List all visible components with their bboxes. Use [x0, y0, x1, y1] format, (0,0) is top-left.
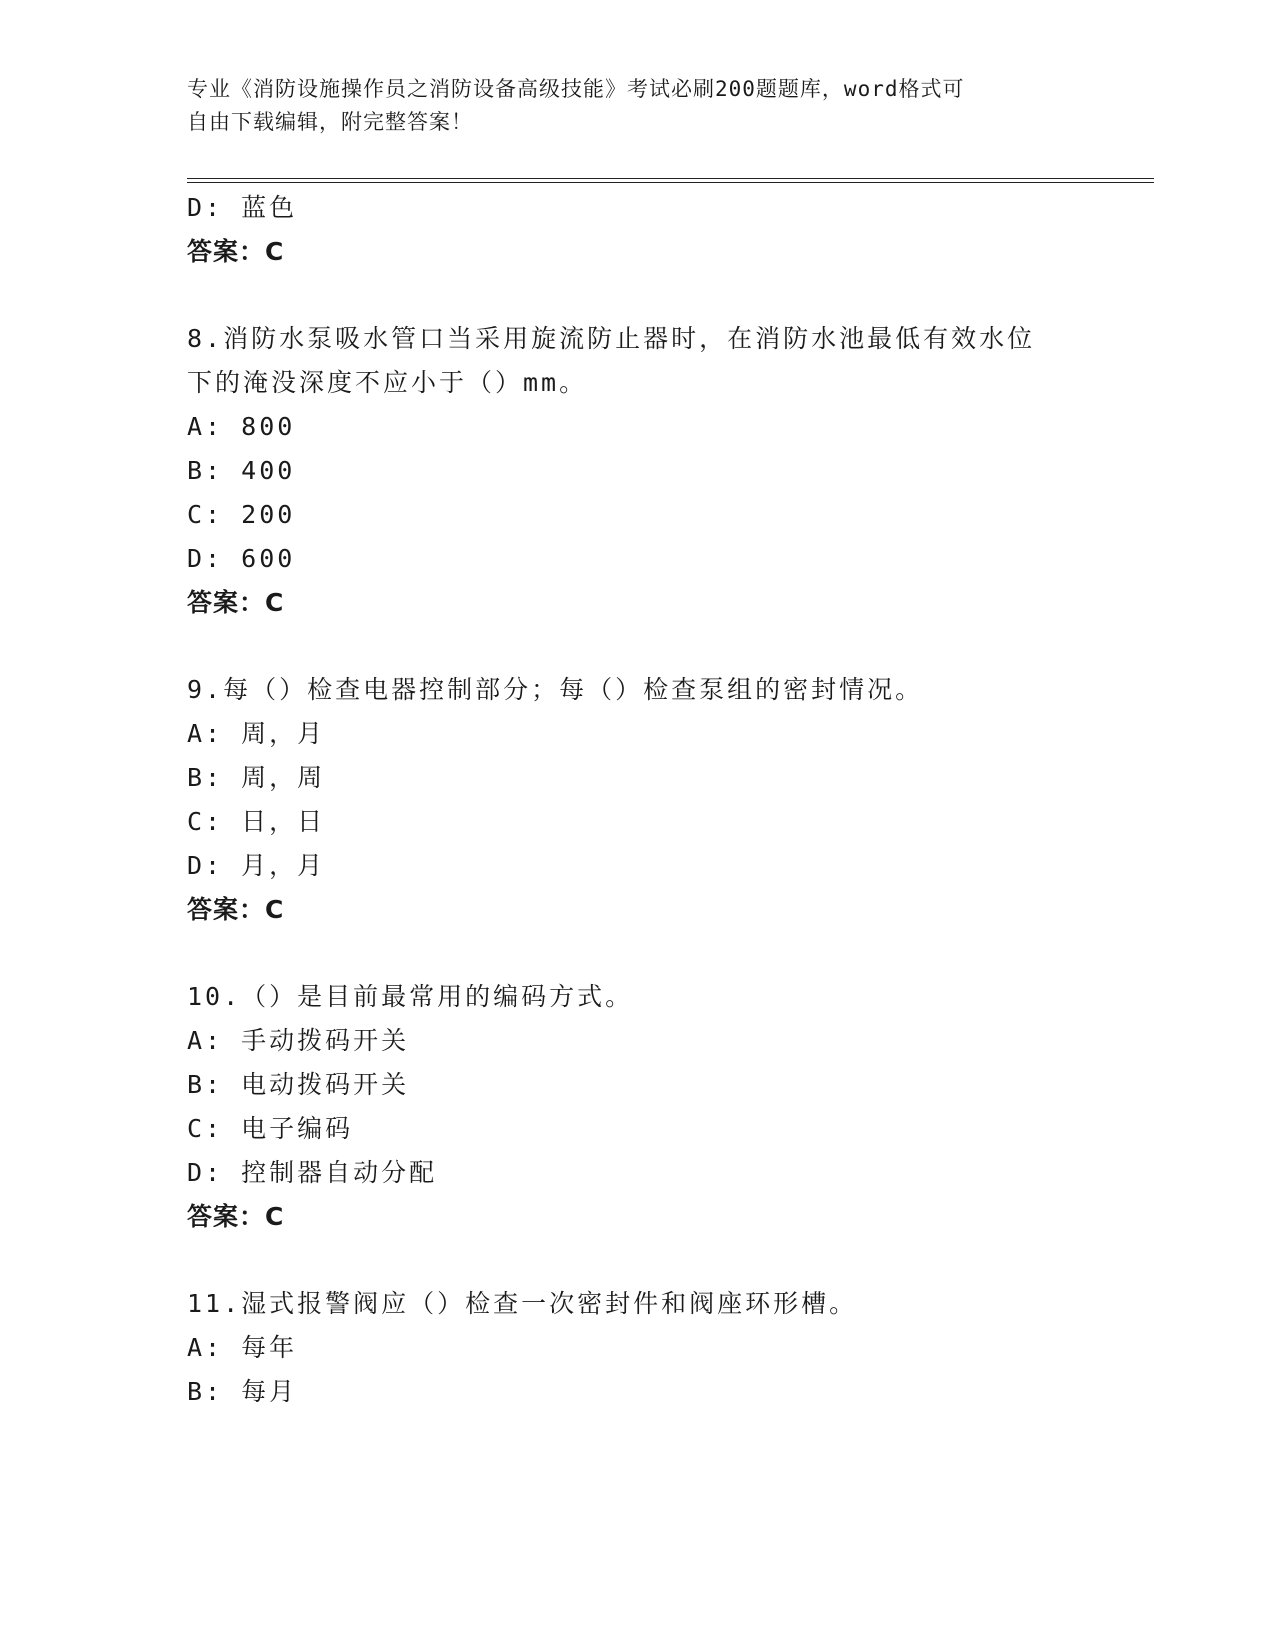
option-d: D: 月，月	[187, 851, 326, 880]
option-b: B: 每月	[187, 1377, 298, 1406]
document-header	[187, 73, 1067, 139]
header-divider	[187, 178, 1154, 179]
answer-line: 答案：C	[187, 588, 285, 617]
option-c: C: 电子编码	[187, 1114, 354, 1143]
question-stem: 11.湿式报警阀应（）检查一次密封件和阀座环形槽。	[187, 1289, 858, 1318]
option-d: D: 600	[187, 544, 296, 573]
question-stem: 下的淹没深度不应小于（）mm。	[187, 368, 588, 397]
question-stem: 10.（）是目前最常用的编码方式。	[187, 982, 634, 1011]
answer-line: 答案：C	[187, 237, 285, 266]
answer-line: 答案：C	[187, 1202, 285, 1231]
answer-line: 答案：C	[187, 895, 285, 924]
question-stem: 8.消防水泵吸水管口当采用旋流防止器时，在消防水池最低有效水位	[187, 324, 1036, 353]
option-b: B: 电动拨码开关	[187, 1070, 410, 1099]
header-line: 自由下载编辑，附完整答案！	[187, 110, 473, 134]
option-d: D: 控制器自动分配	[187, 1158, 438, 1187]
question-stem: 9.每（）检查电器控制部分；每（）检查泵组的密封情况。	[187, 675, 924, 704]
option-a: A: 800	[187, 412, 296, 441]
option-c: C: 日，日	[187, 807, 326, 836]
header-divider	[187, 182, 1154, 183]
option-b: B: 周，周	[187, 763, 326, 792]
option-c: C: 200	[187, 500, 296, 529]
option-a: A: 手动拨码开关	[187, 1026, 410, 1055]
header-line: 专业《消防设施操作员之消防设备高级技能》考试必刷200题题库，word格式可	[187, 77, 965, 101]
option-a: A: 每年	[187, 1333, 298, 1362]
option-b: B: 400	[187, 456, 296, 485]
option-a: A: 周，月	[187, 719, 326, 748]
option-d: D: 蓝色	[187, 193, 298, 222]
